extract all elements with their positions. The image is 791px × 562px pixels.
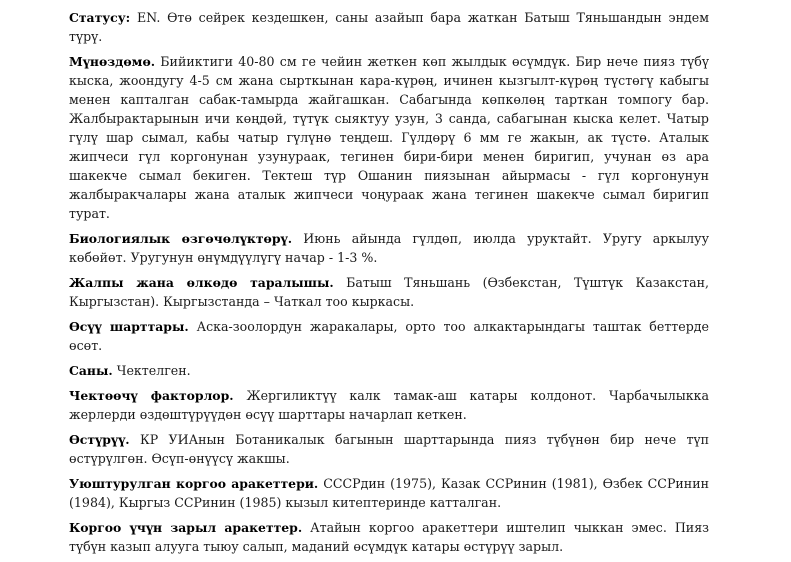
section-protection-measures bbox=[69, 474, 709, 512]
description-heading: Мүнөздөмө. bbox=[69, 54, 156, 69]
section-limiting-factors bbox=[69, 386, 709, 424]
section-required-measures bbox=[69, 518, 709, 556]
limiting-factors-heading: Чектөөчү факторлор. bbox=[69, 388, 234, 403]
cultivation-heading: Өстүрүү. bbox=[69, 432, 130, 447]
status-heading: Статусу: bbox=[69, 10, 131, 25]
limiting-factors-text: Жергиликтүү калк тамак-аш катары колдонот. Чарбачылыкка жерлерди өздөштүрүүдөн өсүү шарттары начарлап кеткен. bbox=[69, 388, 710, 422]
section-distribution bbox=[69, 273, 709, 311]
section-status bbox=[69, 8, 709, 46]
habitat-heading: Өсүү шарттары. bbox=[69, 319, 189, 334]
required-measures-text: Атайын коргоо аракеттери иштелип чыккан эмес. Пияз түбүн казып алууга тыюу салып, маданий өсүмдүк катары өстүрүү зарыл. bbox=[69, 520, 710, 554]
habitat-text: Аска-зоолордун жаракалары, орто тоо алкактарындагы таштак беттерде өсөт. bbox=[69, 319, 709, 353]
distribution-text: Батыш Тяньшань (Өзбекстан, Түштүк Казакстан, Кыргызстан). Кыргызстанда – Чаткал тоо кыркасы. bbox=[69, 275, 709, 309]
section-description bbox=[69, 52, 709, 223]
description-text: Бийиктиги 40-80 см ге чейин жеткен көп жылдык өсүмдүк. Бир нече пияз түбү кыска, жоондугу 4-5 см жана сырткынан кара-күрөң, ичинен кызгылт-күрөң түстөгү кабыгы менен капталган сабак-тамырда жайгашкан. Сабагында көпкөлөң тарткан томпогу бар. Жалбырактарынын ичи көңдөй, түтүк сыяктуу узун, 3 санда, сабагынан кыска келет. Чатыр гүлү шар сымал, кабы чатыр гүлүнө теңдеш. Гүлдөрү 6 мм ге жакын, ак түстө. Аталык жипчеси гүл коргонунан узунураак, тегинен бири-бири менен биригип, учунан өз ара шакекче сымал бекиген. Тектеш түр Ошанин пиязынан айырмасы - гүл коргонунун жалбыракчалары жана аталык жипчеси чоңураак жана тегинен шакекче сымал биригип турат. bbox=[69, 54, 709, 221]
status-text: EN. Өтө сейрек кездешкен, саны азайып бара жаткан Батыш Тяньшандын эндем түрү. bbox=[69, 10, 709, 44]
section-biology bbox=[69, 229, 709, 267]
section-habitat bbox=[69, 317, 709, 355]
biology-heading: Биологиялык өзгөчөлүктөрү. bbox=[69, 231, 293, 246]
abundance-text: Чектелген. bbox=[116, 363, 191, 378]
section-cultivation bbox=[69, 430, 709, 468]
required-measures-heading: Коргоо үчүн зарыл аракеттер. bbox=[69, 520, 303, 535]
section-abundance bbox=[69, 361, 709, 380]
document-body bbox=[69, 8, 709, 562]
abundance-heading: Саны. bbox=[69, 363, 113, 378]
protection-measures-heading: Уюштурулган коргоо аракеттери. bbox=[69, 476, 319, 491]
protection-measures-text: СССРдин (1975), Казак ССРинин (1981), Өзбек ССРинин (1984), Кыргыз ССРинин (1985) кызыл китептеринде катталган. bbox=[69, 476, 709, 510]
cultivation-text: КР УИАнын Ботаникалык багынын шарттарында пияз түбүнөн бир нече түп өстүрүлгөн. Өсүп-өнүүсү жакшы. bbox=[69, 432, 709, 466]
biology-text: Июнь айында гүлдөп, июлда уруктайт. Уругу аркылуу көбөйөт. Уругунун өнүмдүүлүгү начар - 1-3 %. bbox=[69, 231, 710, 265]
distribution-heading: Жалпы жана өлкөдө таралышы. bbox=[69, 275, 334, 290]
